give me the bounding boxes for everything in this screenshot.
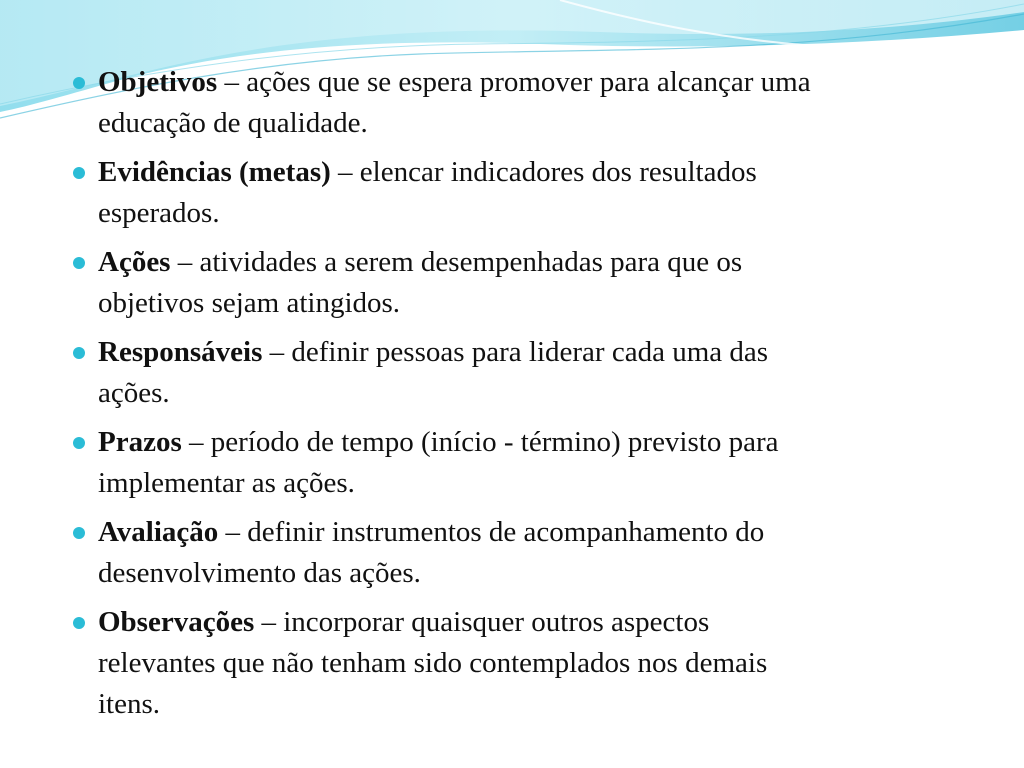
list-item: [70, 332, 830, 414]
item-description: – atividades a serem desempenhadas para que os objetivos sejam atingidos.: [98, 246, 743, 319]
item-description: – elencar indicadores dos resultados esperados.: [98, 156, 757, 229]
slide-content: [70, 62, 830, 733]
item-term: Avaliação: [98, 516, 219, 548]
item-term: Observações: [98, 606, 255, 638]
item-term: Responsáveis: [98, 336, 263, 368]
item-term: Ações: [98, 246, 171, 278]
list-item: [70, 152, 830, 234]
bullet-dot-icon: [73, 167, 85, 179]
list-item: [70, 62, 830, 144]
item-description: – definir pessoas para liderar cada uma das ações.: [98, 336, 769, 409]
item-term: Objetivos: [98, 66, 218, 98]
item-description: – período de tempo (início - término) previsto para implementar as ações.: [98, 426, 779, 499]
list-item: [70, 422, 830, 504]
item-description: – incorporar quaisquer outros aspectos relevantes que não tenham sido contemplados nos demais itens.: [98, 606, 768, 720]
bullet-dot-icon: [73, 77, 85, 89]
item-description: – ações que se espera promover para alcançar uma educação de qualidade.: [98, 66, 811, 139]
item-description: – definir instrumentos de acompanhamento do desenvolvimento das ações.: [98, 516, 765, 589]
item-term: Prazos: [98, 426, 182, 458]
bullet-dot-icon: [73, 617, 85, 629]
bullet-dot-icon: [73, 347, 85, 359]
list-item: [70, 242, 830, 324]
bullet-dot-icon: [73, 437, 85, 449]
item-term: Evidências (metas): [98, 156, 331, 188]
list-item: [70, 602, 830, 725]
bullet-dot-icon: [73, 257, 85, 269]
list-item: [70, 512, 830, 594]
bullet-dot-icon: [73, 527, 85, 539]
bullet-list: [70, 62, 830, 725]
